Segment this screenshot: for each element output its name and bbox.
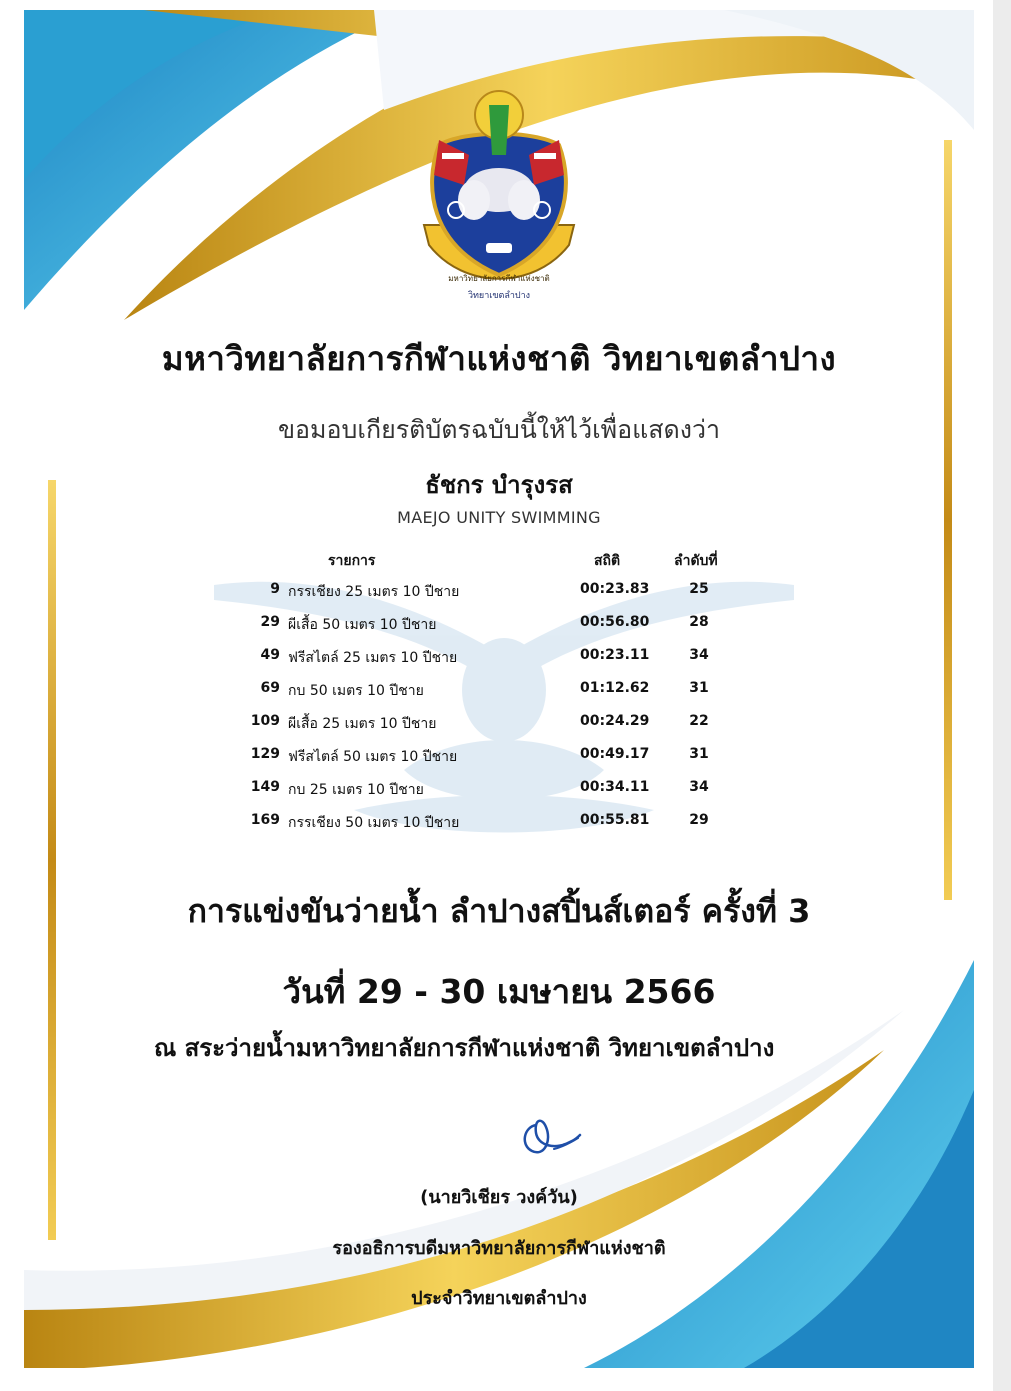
- table-row: [24, 647, 974, 680]
- event-name: ฟรีสไตล์ 50 เมตร 10 ปีชาย: [288, 749, 458, 765]
- event-number: 9: [270, 581, 280, 597]
- recipient-club: MAEJO UNITY SWIMMING: [397, 508, 601, 527]
- event-time: 00:23.11: [580, 647, 650, 663]
- event-number: 169: [250, 812, 280, 828]
- table-row: [24, 614, 974, 647]
- event-time: 00:56.80: [580, 614, 650, 630]
- event-name: ผีเสื้อ 25 เมตร 10 ปีชาย: [288, 716, 437, 732]
- event-number: 49: [260, 647, 280, 663]
- header-rank: ลำดับที่: [674, 553, 718, 569]
- university-logo: [404, 85, 594, 305]
- signature: [514, 1105, 584, 1165]
- event-time: 00:49.17: [580, 746, 650, 762]
- screen-edge-strip: [993, 0, 1011, 1391]
- event-rank: 22: [689, 713, 709, 729]
- signatory-campus: ประจำวิทยาเขตลำปาง: [411, 1288, 587, 1309]
- event-rank: 28: [689, 614, 709, 630]
- event-number: 29: [260, 614, 280, 630]
- logo-ring-text: มหาวิทยาลัยการกีฬาแห่งชาติ: [448, 274, 550, 283]
- header-event: รายการ: [328, 553, 376, 569]
- event-number: 129: [250, 746, 280, 762]
- event-rank: 34: [689, 779, 709, 795]
- table-row: [24, 680, 974, 713]
- event-rank: 31: [689, 746, 709, 762]
- event-name: กรรเชียง 25 เมตร 10 ปีชาย: [288, 584, 460, 600]
- table-row: [24, 779, 974, 812]
- university-title: มหาวิทยาลัยการกีฬาแห่งชาติ วิทยาเขตลำปาง: [161, 339, 837, 378]
- event-rank: 31: [689, 680, 709, 696]
- signatory-position: รองอธิการบดีมหาวิทยาลัยการกีฬาแห่งชาติ: [332, 1238, 666, 1259]
- event-time: 00:34.11: [580, 779, 650, 795]
- event-time: 01:12.62: [580, 680, 650, 696]
- event-name: ผีเสื้อ 50 เมตร 10 ปีชาย: [288, 617, 437, 633]
- event-rank: 34: [689, 647, 709, 663]
- table-row: [24, 812, 974, 845]
- event-name: กบ 50 เมตร 10 ปีชาย: [288, 683, 424, 699]
- logo-campus-text: วิทยาเขตลำปาง: [467, 291, 531, 301]
- event-time: 00:24.29: [580, 713, 650, 729]
- event-name: ฟรีสไตล์ 25 เมตร 10 ปีชาย: [288, 650, 458, 666]
- event-name: กรรเชียง 50 เมตร 10 ปีชาย: [288, 815, 460, 831]
- table-row: [24, 713, 974, 746]
- competition-venue: ณ สระว่ายน้ำมหาวิทยาลัยการกีฬาแห่งชาติ วิทยาเขตลำปาง: [154, 1034, 775, 1062]
- signatory-name: (นายวิเชียร วงค์วัน): [420, 1187, 578, 1208]
- event-rank: 29: [689, 812, 709, 828]
- table-row: [24, 581, 974, 614]
- event-rank: 25: [689, 581, 709, 597]
- competition-date: วันที่ 29 - 30 เมษายน 2566: [282, 972, 716, 1011]
- table-row: [24, 746, 974, 779]
- event-number: 109: [250, 713, 280, 729]
- event-number: 149: [250, 779, 280, 795]
- header-time: สถิติ: [594, 553, 621, 569]
- event-time: 00:55.81: [580, 812, 650, 828]
- event-number: 69: [260, 680, 280, 696]
- certificate: [24, 10, 974, 1368]
- recipient-name: ธัชกร บำรุงรส: [425, 471, 573, 499]
- event-time: 00:23.83: [580, 581, 650, 597]
- certificate-statement: ขอมอบเกียรติบัตรฉบับนี้ให้ไว้เพื่อแสดงว่า: [277, 415, 721, 444]
- event-name: กบ 25 เมตร 10 ปีชาย: [288, 782, 424, 798]
- competition-name: การแข่งขันว่ายน้ำ ลำปางสปิ้นส์เตอร์ ครั้งที่ 3: [187, 892, 811, 930]
